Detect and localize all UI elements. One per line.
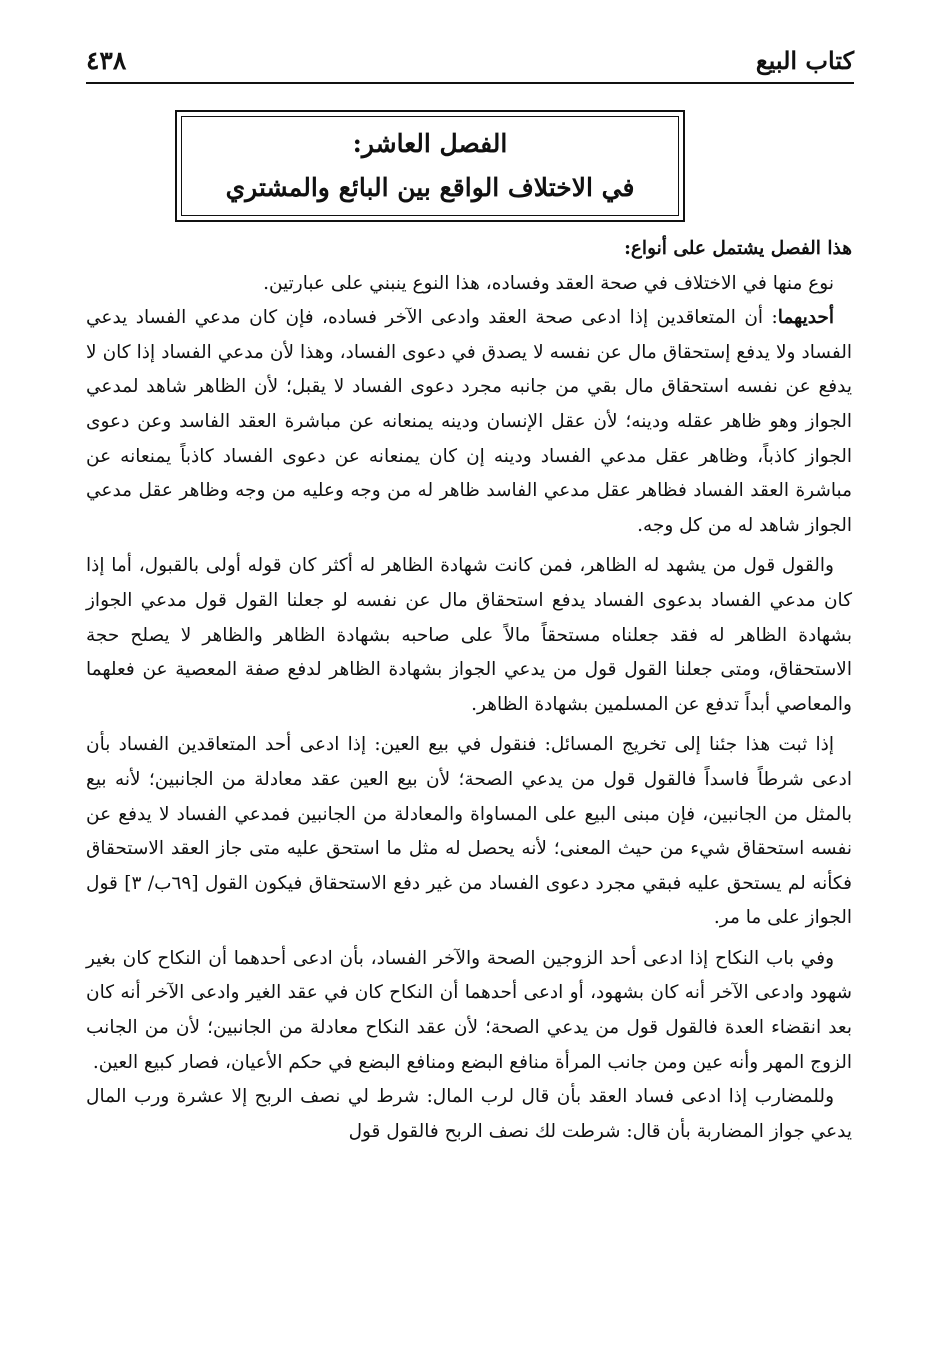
page-header — [86, 38, 854, 84]
chapter-title-inner-border — [181, 116, 679, 216]
paragraph-6: وللمضارب إذا ادعى فساد العقد بأن قال لرب المال: شرط لي نصف الربح إلا عشرة ورب المال يدعي جواز المضاربة بأن قال: شرطت لك نصف الربح فالقول قول — [86, 1086, 852, 1142]
paragraph-5: وفي باب النكاح إذا ادعى أحد الزوجين الصحة والآخر الفساد، بأن ادعى أحدهما أن النكاح كان بغير شهود وادعى الآخر أنه كان بشهود، أو ادعى أحدهما أن النكاح كان في عقد الغير وادعى الآخر أنه كان بعد انقضاء العدة فالقول قول من يدعي الصحة؛ لأن عقد النكاح معادلة من الجانبين؛ لأن من الجانب الزوج المهر وأنه عين ومن جانب المرأة منافع البضع ومنافع البضع في حكم الأعيان، فصار كبيع العين. — [86, 947, 852, 1073]
chapter-title-frame — [175, 110, 685, 222]
chapter-title-line-2: في الاختلاف الواقع بين البائع والمشتري — [225, 173, 635, 202]
paragraph-1: نوع منها في الاختلاف في صحة العقد وفساده، هذا النوع ينبني على عبارتين. — [263, 272, 834, 294]
paragraph-2-lead: أحديهما — [777, 307, 834, 329]
body-text — [86, 232, 852, 1149]
paragraph-4: إذا ثبت هذا جئنا إلى تخريج المسائل: فنقول في بيع العين: إذا ادعى أحد المتعاقدين الفساد بأن ادعى شرطاً فاسداً فالقول قول من يدعي الصحة؛ لأن بيع العين عقد معادلة من الجانبين؛ لأنه بيع بالمثل من الجانبين، فإن مبنى البيع على المساواة والمعادلة من الجانبين فمدعي الفساد لا يدفع عن نفسه استحقاق شيء من حيث المعنى؛ لأنه يحصل له مثل ما استحق عليه متى جاز العقد الاستحقاق فكأنه لم يستحق عليه فبقي مجرد دعوى الفساد من غير دفع الاستحقاق فيكون القول [٦٩ب/ ٣] قول الجواز على ما مر. — [86, 734, 852, 929]
paragraph-3: والقول قول من يشهد له الظاهر، فمن كانت شهادة الظاهر له أكثر كان قوله أولى بالقبول، أما إذا كان مدعي الفساد بدعوى الفساد يدفع استحقاق مال عن نفسه لو جعلنا القول قول مدعي الجواز بشهادة الظاهر له فقد جعلناه مستحقاً مالاً على صاحبه بشهادة الظاهر والظاهر لا يصلح حجة الاستحقاق، ومتى جعلنا القول قول من يدعي الجواز بشهادة الظاهر لدفع صفة المعصية عن فعلهما والمعاصي أبداً تدفع عن المسلمين بشهادة الظاهر. — [86, 555, 852, 715]
running-title: كتاب البيع — [755, 45, 854, 75]
paragraph-2-text: : أن المتعاقدين إذا ادعى صحة العقد وادعى الآخر فساده، فإن كان مدعي الفساد يدعي الفساد ولا يدفع إستحقاق مال عن نفسه لا يصدق في دعوى الفساد، وهذا لأن مدعي الفساد إذا كان لا يدفع عن نفسه استحقاق مال بقي من جانبه مجرد دعوى الفساد لا يقبل؛ لأن الظاهر شاهد لمدعي الجواز وهو ظاهر عقله ودينه؛ لأن عقل الإنسان ودينه يمنعانه عن مباشرة العقد الفاسد وعن دعوى الجواز كاذباً، وظاهر عقل مدعي الفساد ودينه إن كان يمنعانه عن دعوى الفساد كاذباً يمنعانه عن مباشرة العقد الفساد فظاهر عقل مدعي الفاسد ظاهر له من وجه وعليه من وجه وظاهر عقل مدعي الجواز شاهد له من كل وجه. — [86, 307, 852, 536]
page-number: ٤٣٨ — [86, 45, 127, 75]
intro-heading: هذا الفصل يشتمل على أنواع: — [624, 238, 852, 259]
chapter-title-line-1: الفصل العاشر: — [352, 129, 508, 158]
paragraph-2 — [86, 301, 852, 543]
